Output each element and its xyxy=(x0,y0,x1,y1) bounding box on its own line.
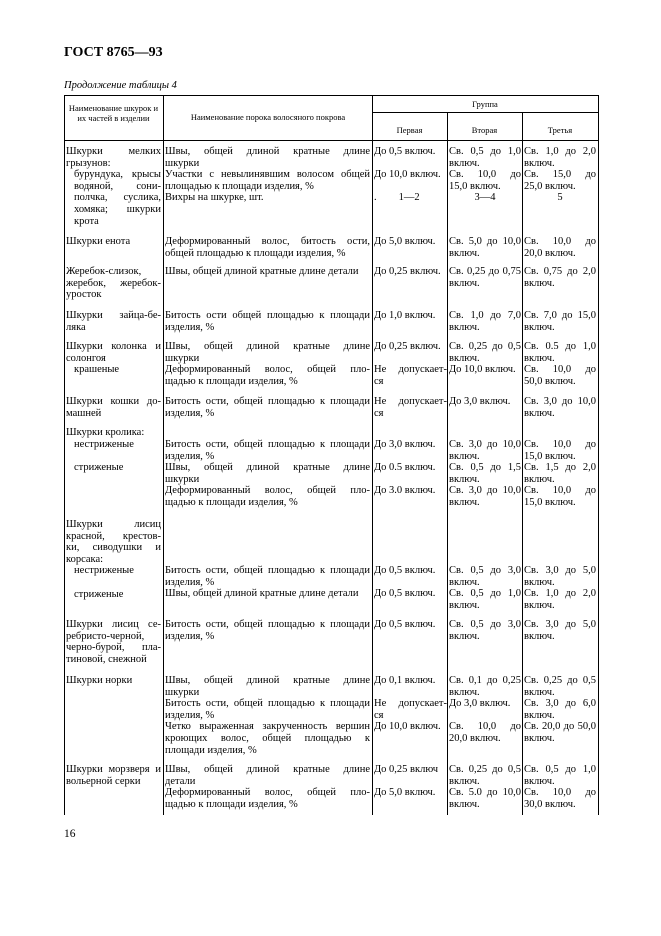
header-group-first: Первая xyxy=(396,125,423,135)
row-defect: Битость ости, общей площадью к площади изделия, % xyxy=(165,396,370,419)
row-group-second: До 3,0 включ. xyxy=(449,396,511,407)
row-item-name: Шкурки кролика: нестриженые стриженые xyxy=(66,427,145,473)
row-group-first: До 0,25 включ. Не допускает- ся xyxy=(374,341,447,387)
document-title: ГОСТ 8765—93 xyxy=(64,45,163,60)
row-group-second: Св. 3,0 до 10,0 включ. Св. 0,5 до 1,5 включ. Св. 3,0 до 10,0 включ. xyxy=(449,439,521,508)
row-group-first: До 0,5 включ. xyxy=(374,619,436,630)
table-top-border xyxy=(64,95,598,96)
row-defect: Битость ости, общей площадью к площади изделия, % Швы, общей длиной кратные длине шкурки Деформированный волос, общей пло- щадью к площади изделия, % xyxy=(165,439,370,508)
row-group-second: Св. 0,5 до 3,0 включ. xyxy=(449,619,521,642)
row-group-third: Св. 0.5 до 1,0 включ. Св. 10,0 до 50,0 включ. xyxy=(524,341,596,387)
header-item-name: Наименование шкурок и их частей в изделии xyxy=(68,103,159,123)
row-item-name: Шкурки норки xyxy=(66,675,133,686)
row-group-third: Св. 3,0 до 10,0 включ. xyxy=(524,396,596,419)
row-group-third: Св. 0,25 до 0,5 включ. Св. 3,0 до 6,0 включ. Св. 20,0 до 50,0 включ. xyxy=(524,675,596,744)
column-divider xyxy=(522,112,523,815)
row-group-second: Св. 0,25 до 0,75 включ. xyxy=(449,266,521,289)
table-continuation-caption: Продолжение таблицы 4 xyxy=(64,80,177,91)
row-item-name: Шкурки лисиц се- ребристо-черной, черно-бурой, пла- тиновой, снежной xyxy=(66,619,161,665)
group-header-divider xyxy=(372,112,598,113)
row-group-third: Св. 0,75 до 2,0 включ. xyxy=(524,266,596,289)
row-defect: Битость ости общей площадью к площади изделия, % xyxy=(165,310,370,333)
row-item-name: Шкурки зайца-бе- ляка xyxy=(66,310,161,333)
row-item-name: Шкурки мелких грызунов: бурундука, крысы водяной, сони- полчка, суслика, хомяка; шкурки крота xyxy=(66,146,161,227)
row-item-name: Шкурки енота xyxy=(66,236,131,247)
header-group-second: Вторая xyxy=(471,125,498,135)
row-group-first: До 0,25 включ До 5,0 включ. xyxy=(374,764,439,799)
row-defect: Швы, общей длиной кратные длине детали xyxy=(165,266,359,277)
row-defect: Швы, общей длиной кратные длине шкурки Участки с невылинявшим волосом общей площадью к площади изделия, % Вихры на шкурке, шт. xyxy=(165,146,370,204)
row-group-first: До 3,0 включ. До 0.5 включ. До 3.0 включ. xyxy=(374,439,436,497)
row-defect: Швы, общей длиной кратные длине детали Деформированный волос, общей пло- щадью к площади изделия, % xyxy=(165,764,370,810)
column-divider xyxy=(447,112,448,815)
row-group-second: Св. 1,0 до 7,0 включ. xyxy=(449,310,521,333)
row-group-first: До 5,0 включ. xyxy=(374,236,436,247)
row-item-name: Шкурки лисиц красной, крестов- ки, сиводушки и корсака: нестриженые стриженые xyxy=(66,519,161,600)
row-group-second: Св. 0,25 до 0,5 включ. Св. 5.0 до 10,0 включ. xyxy=(449,764,521,810)
row-defect: Швы, общей длиной кратные длине шкурки Битость ости, общей площадью к площади изделия, % Четко выраженная закрученность вершин кроющих волос, общей площадью к площади изделия, % xyxy=(165,675,370,756)
header-group: Группа xyxy=(472,99,498,109)
table-left-border xyxy=(64,95,65,815)
row-group-second: Св. 0,5 до 3,0 включ. Св. 0,5 до 1,0 включ. xyxy=(449,565,521,611)
row-group-second: Св. 5,0 до 10,0 включ. xyxy=(449,236,521,259)
defects-table xyxy=(64,95,598,815)
row-group-first: До 0,25 включ. xyxy=(374,266,441,277)
row-group-third: Св. 3,0 до 5,0 включ. Св. 1,0 до 2,0 включ. xyxy=(524,565,596,611)
row-item-name: Шкурки колонка и солонгоя крашеные xyxy=(66,341,161,376)
row-group-second: Св. 0,25 до 0,5 включ. До 10,0 включ. xyxy=(449,341,521,376)
row-item-name: Жеребок-слизок, жеребок, жеребок- уросток xyxy=(66,266,161,301)
row-group-third: Св. 7,0 до 15,0 включ. xyxy=(524,310,596,333)
row-defect: Битость ости, общей площадью к площади изделия, % Швы, общей длиной кратные длине детали xyxy=(165,565,370,600)
column-divider xyxy=(163,95,164,815)
row-group-first: Не допускает- ся xyxy=(374,396,447,419)
row-defect: Деформированный волос, битость ости, общей площадью к площади изделия, % xyxy=(165,236,370,259)
header-group-third: Третья xyxy=(547,125,573,135)
header-bottom-border xyxy=(64,140,598,141)
header-defect-name: Наименование порока волосяного покрова xyxy=(190,112,346,122)
row-defect: Битость ости, общей площадью к площади изделия, % xyxy=(165,619,370,642)
row-group-second: Св. 0,5 до 1,0 включ. Св. 10,0 до 15,0 включ. 3—4 xyxy=(449,146,521,204)
page-number: 16 xyxy=(64,828,76,840)
row-group-second: Св. 0,1 до 0,25 включ. До 3,0 включ. Св. 10,0 до 20,0 включ. xyxy=(449,675,521,744)
row-item-name: Шкурки кошки до- машней xyxy=(66,396,161,419)
row-group-first: До 0,5 включ. До 0,5 включ. xyxy=(374,565,436,600)
row-group-third: Св. 10,0 до 20,0 включ. xyxy=(524,236,596,259)
row-item-name: Шкурки морзверя и вольерной серки xyxy=(66,764,161,787)
table-right-border xyxy=(598,95,599,815)
row-group-third: Св. 0,5 до 1,0 включ. Св. 10,0 до 30,0 включ. xyxy=(524,764,596,810)
row-group-third: Св. 10,0 до 15,0 включ. Св. 1,5 до 2,0 включ. Св. 10,0 до 15,0 включ. xyxy=(524,439,596,508)
row-group-third: Св. 3,0 до 5,0 включ. xyxy=(524,619,596,642)
column-divider xyxy=(372,95,373,815)
row-group-first: До 0,5 включ. До 10,0 включ. . 1—2 xyxy=(374,146,441,204)
row-group-first: До 1,0 включ. xyxy=(374,310,436,321)
row-group-first: До 0,1 включ. Не допускает- ся До 10,0 включ. xyxy=(374,675,447,733)
row-defect: Швы, общей длиной кратные длине шкурки Деформированный волос, общей пло- щадью к площади изделия, % xyxy=(165,341,370,387)
row-group-third: Св. 1,0 до 2,0 включ. Св. 15,0 до 25,0 включ. 5 xyxy=(524,146,596,204)
